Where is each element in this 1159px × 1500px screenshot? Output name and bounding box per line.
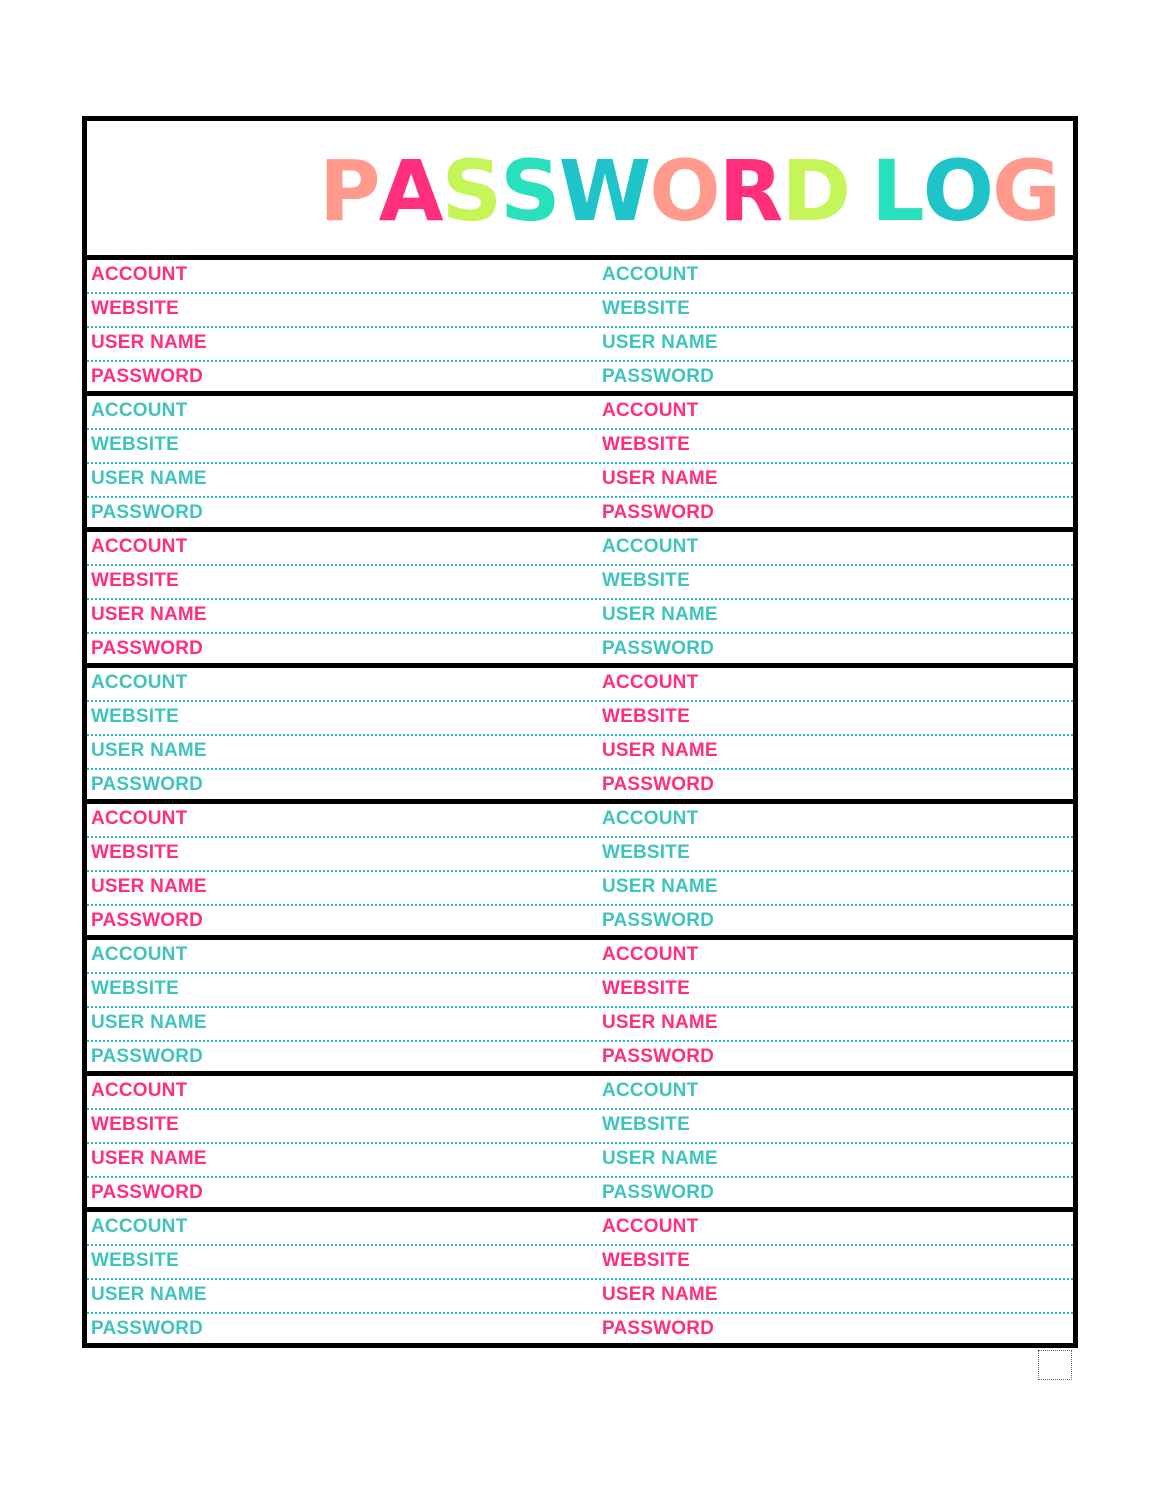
field-row[interactable]	[87, 702, 1073, 736]
left-field-label: USER NAME	[91, 740, 207, 761]
left-field-label: WEBSITE	[91, 1250, 179, 1271]
field-row[interactable]	[87, 1076, 1073, 1110]
title-letter: O	[649, 142, 719, 240]
title-letter: O	[922, 142, 993, 240]
entry-block	[87, 668, 1073, 804]
entry-blocks	[87, 260, 1073, 1348]
field-row[interactable]	[87, 1042, 1073, 1076]
right-field-label: PASSWORD	[602, 502, 715, 523]
right-field-label: PASSWORD	[602, 1182, 715, 1203]
field-row[interactable]	[87, 1144, 1073, 1178]
field-row[interactable]	[87, 328, 1073, 362]
entry-block	[87, 1212, 1073, 1348]
right-field-label: PASSWORD	[602, 366, 715, 387]
left-field-label: WEBSITE	[91, 1114, 179, 1135]
left-field-label: PASSWORD	[91, 774, 204, 795]
right-field-label: WEBSITE	[602, 570, 690, 591]
left-field-label: ACCOUNT	[91, 1080, 188, 1101]
right-field-label: USER NAME	[602, 332, 718, 353]
title-letter: S	[500, 142, 559, 240]
field-row[interactable]	[87, 362, 1073, 396]
field-row[interactable]	[87, 396, 1073, 430]
title-letter: P	[319, 142, 379, 240]
right-field-label: PASSWORD	[602, 1046, 715, 1067]
field-row[interactable]	[87, 974, 1073, 1008]
field-row[interactable]	[87, 1008, 1073, 1042]
entry-block	[87, 260, 1073, 396]
title-letter: R	[718, 142, 782, 240]
field-row[interactable]	[87, 294, 1073, 328]
title-letter: L	[871, 142, 923, 240]
password-log-form	[82, 116, 1078, 1348]
field-row[interactable]	[87, 1178, 1073, 1212]
field-row[interactable]	[87, 736, 1073, 770]
right-field-label: USER NAME	[602, 1012, 718, 1033]
left-field-label: ACCOUNT	[91, 944, 188, 965]
entry-block	[87, 940, 1073, 1076]
title-letter: A	[378, 142, 442, 240]
right-field-label: USER NAME	[602, 740, 718, 761]
right-field-label: WEBSITE	[602, 1114, 690, 1135]
left-field-label: WEBSITE	[91, 842, 179, 863]
field-row[interactable]	[87, 600, 1073, 634]
left-field-label: USER NAME	[91, 332, 207, 353]
right-field-label: ACCOUNT	[602, 536, 699, 557]
field-row[interactable]	[87, 464, 1073, 498]
right-field-label: ACCOUNT	[602, 264, 699, 285]
left-field-label: WEBSITE	[91, 298, 179, 319]
title-letter: G	[992, 142, 1059, 240]
right-field-label: WEBSITE	[602, 298, 690, 319]
field-row[interactable]	[87, 260, 1073, 294]
left-field-label: WEBSITE	[91, 434, 179, 455]
right-field-label: ACCOUNT	[602, 944, 699, 965]
right-field-label: WEBSITE	[602, 434, 690, 455]
field-row[interactable]	[87, 532, 1073, 566]
right-field-label: WEBSITE	[602, 842, 690, 863]
left-field-label: PASSWORD	[91, 638, 204, 659]
left-field-label: PASSWORD	[91, 1182, 204, 1203]
left-field-label: USER NAME	[91, 1012, 207, 1033]
left-field-label: PASSWORD	[91, 366, 204, 387]
left-field-label: PASSWORD	[91, 1046, 204, 1067]
corner-box	[1038, 1350, 1072, 1380]
left-field-label: ACCOUNT	[91, 536, 188, 557]
entry-block	[87, 532, 1073, 668]
left-field-label: USER NAME	[91, 1284, 207, 1305]
field-row[interactable]	[87, 566, 1073, 600]
right-field-label: USER NAME	[602, 604, 718, 625]
field-row[interactable]	[87, 804, 1073, 838]
entry-block	[87, 1076, 1073, 1212]
field-row[interactable]	[87, 668, 1073, 702]
entry-block	[87, 396, 1073, 532]
field-row[interactable]	[87, 1246, 1073, 1280]
left-field-label: ACCOUNT	[91, 672, 188, 693]
right-field-label: ACCOUNT	[602, 672, 699, 693]
left-field-label: WEBSITE	[91, 570, 179, 591]
right-field-label: WEBSITE	[602, 1250, 690, 1271]
field-row[interactable]	[87, 770, 1073, 804]
right-field-label: USER NAME	[602, 1148, 718, 1169]
left-field-label: ACCOUNT	[91, 400, 188, 421]
title-letter: D	[781, 142, 850, 240]
left-field-label: PASSWORD	[91, 910, 204, 931]
field-row[interactable]	[87, 838, 1073, 872]
field-row[interactable]	[87, 1212, 1073, 1246]
left-field-label: ACCOUNT	[91, 808, 188, 829]
field-row[interactable]	[87, 1280, 1073, 1314]
header	[87, 121, 1073, 260]
right-field-label: PASSWORD	[602, 774, 715, 795]
right-field-label: ACCOUNT	[602, 1080, 699, 1101]
right-field-label: PASSWORD	[602, 910, 715, 931]
right-field-label: WEBSITE	[602, 978, 690, 999]
right-field-label: WEBSITE	[602, 706, 690, 727]
right-field-label: ACCOUNT	[602, 400, 699, 421]
field-row[interactable]	[87, 940, 1073, 974]
left-field-label: USER NAME	[91, 876, 207, 897]
left-field-label: PASSWORD	[91, 502, 204, 523]
left-field-label: WEBSITE	[91, 706, 179, 727]
title-letter: W	[558, 142, 650, 240]
right-field-label: ACCOUNT	[602, 808, 699, 829]
title-letter: S	[441, 142, 501, 240]
field-row[interactable]	[87, 872, 1073, 906]
left-field-label: USER NAME	[91, 604, 207, 625]
left-field-label: ACCOUNT	[91, 264, 188, 285]
field-row[interactable]	[87, 634, 1073, 668]
left-field-label: PASSWORD	[91, 1318, 204, 1339]
field-row[interactable]	[87, 1314, 1073, 1348]
right-field-label: PASSWORD	[602, 1318, 715, 1339]
page-title	[319, 143, 1059, 239]
right-field-label: USER NAME	[602, 876, 718, 897]
entry-block	[87, 804, 1073, 940]
right-field-label: PASSWORD	[602, 638, 715, 659]
left-field-label: WEBSITE	[91, 978, 179, 999]
right-field-label: USER NAME	[602, 1284, 718, 1305]
left-field-label: USER NAME	[91, 1148, 207, 1169]
field-row[interactable]	[87, 498, 1073, 532]
field-row[interactable]	[87, 430, 1073, 464]
left-field-label: USER NAME	[91, 468, 207, 489]
field-row[interactable]	[87, 906, 1073, 940]
right-field-label: ACCOUNT	[602, 1216, 699, 1237]
field-row[interactable]	[87, 1110, 1073, 1144]
left-field-label: ACCOUNT	[91, 1216, 188, 1237]
right-field-label: USER NAME	[602, 468, 718, 489]
